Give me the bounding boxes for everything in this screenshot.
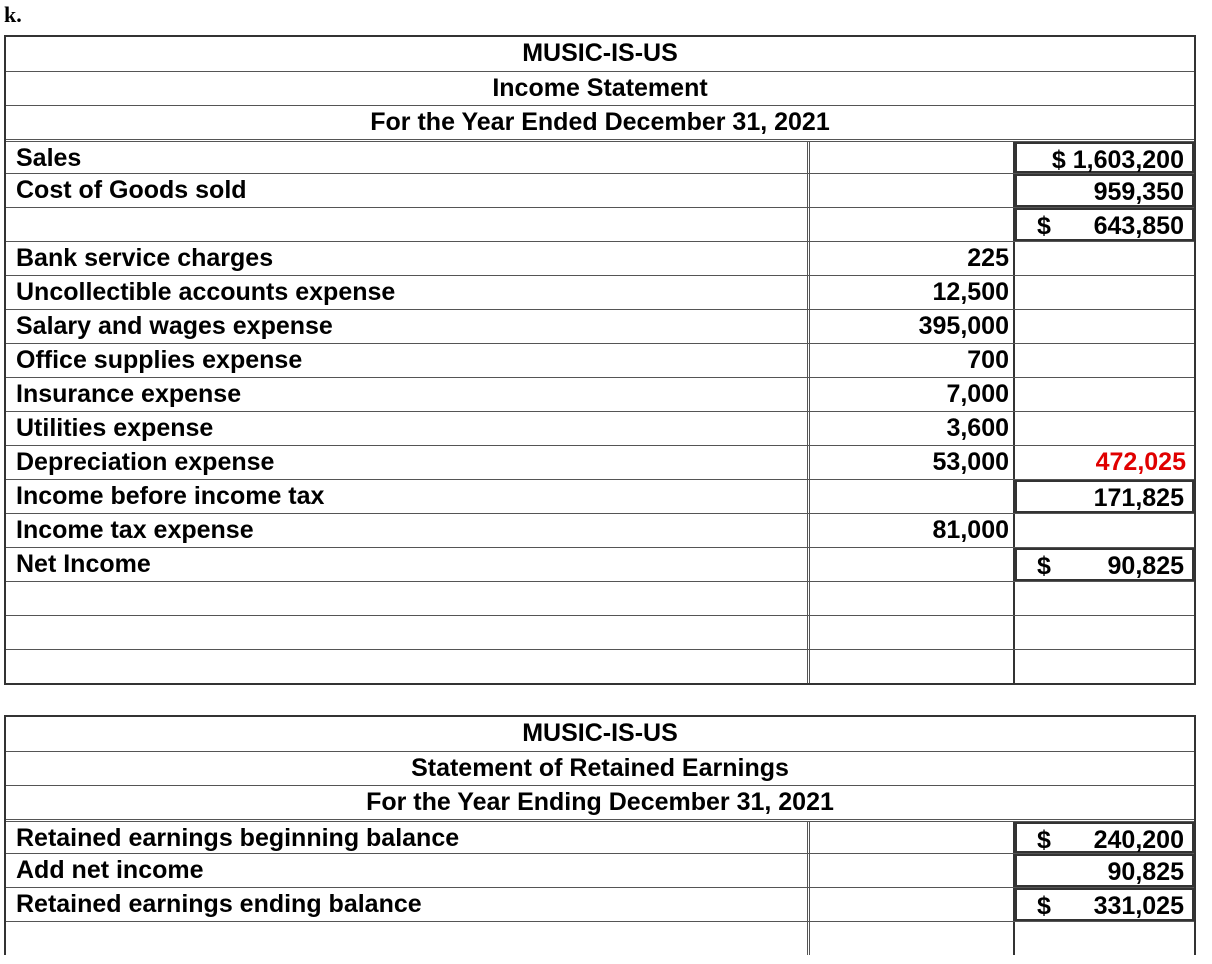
dollar-sign: $ [1037,892,1051,920]
total-amount [1015,922,1194,955]
total-amount [1015,514,1194,547]
expense-amount: 53,000 [807,446,1015,479]
statement-row [6,173,1194,207]
line-item-label: Retained earnings beginning balance [16,824,460,852]
total-amount [1015,412,1194,445]
statement-row [6,615,1194,649]
company-row [6,717,1194,751]
total-amount [1015,582,1194,615]
expense-amount: 700 [807,344,1015,377]
expense-amount [807,548,1015,581]
total-amount [1015,276,1194,309]
total-amount [1015,310,1194,343]
expense-amount [807,822,1015,853]
expense-amount [807,922,1015,955]
total-amount [1015,446,1194,479]
amount-value: 331,025 [1093,892,1184,920]
statement-row [6,411,1194,445]
company-name: MUSIC-IS-US [522,39,678,67]
title-row [6,751,1194,785]
statement-row [6,479,1194,513]
expense-amount [807,888,1015,921]
expense-amount: 225 [807,242,1015,275]
statement-row [6,649,1194,683]
statement-row [6,343,1194,377]
total-amount [1015,242,1194,275]
line-item-label: Sales [16,144,82,172]
total-amount [1015,378,1194,411]
statement-row [6,207,1194,241]
statement-period: For the Year Ending December 31, 2021 [366,788,834,816]
expense-amount [807,142,1015,173]
statement-row [6,853,1194,887]
line-item-label [16,616,806,649]
expense-amount [807,616,1015,649]
expense-amount [807,650,1015,683]
line-item-label: Office supplies expense [16,346,303,374]
total-amount [1015,616,1194,649]
total-amount [1015,142,1194,173]
expense-amount [807,582,1015,615]
company-name: MUSIC-IS-US [522,719,678,747]
expense-amount: 12,500 [807,276,1015,309]
expense-amount: 81,000 [807,514,1015,547]
company-row [6,37,1194,71]
section-label: k. [4,2,22,27]
statement-row [6,581,1194,615]
line-item-label: Add net income [16,856,204,884]
line-item-label: Insurance expense [16,380,242,408]
amount-value: 472,025 [1095,448,1186,476]
line-item-label: Utilities expense [16,414,214,442]
total-amount [1015,650,1194,683]
period-row [6,785,1194,819]
statement-row [6,547,1194,581]
line-item-label [16,208,806,241]
expense-amount: 395,000 [807,310,1015,343]
line-item-label [16,922,806,955]
total-amount [1015,854,1194,887]
total-amount [1015,548,1194,581]
statement-row [6,921,1194,955]
amount-value: 959,350 [1093,178,1184,206]
total-amount [1015,344,1194,377]
total-amount [1015,888,1194,921]
line-item-label [16,650,806,683]
line-item-label: Cost of Goods sold [16,176,247,204]
statement-row [6,241,1194,275]
line-item-label: Retained earnings ending balance [16,890,422,918]
statement-title: Statement of Retained Earnings [411,754,789,782]
statement-row [6,377,1194,411]
period-row [6,105,1194,139]
line-item-label: Uncollectible accounts expense [16,278,396,306]
expense-amount: 7,000 [807,378,1015,411]
title-row [6,71,1194,105]
amount-value: $ 1,603,200 [1051,146,1184,174]
dollar-sign: $ [1037,552,1051,580]
dollar-sign: $ [1037,212,1051,240]
amount-value: 90,825 [1107,858,1184,886]
line-item-label: Salary and wages expense [16,312,333,340]
line-item-label: Income before income tax [16,482,325,510]
amount-value: 240,200 [1093,826,1184,854]
amount-value: 171,825 [1093,484,1184,512]
line-item-label [16,582,806,615]
total-amount [1015,480,1194,513]
line-item-label: Income tax expense [16,516,254,544]
expense-amount [807,208,1015,241]
statement-title: Income Statement [492,74,708,102]
line-item-label: Net Income [16,550,151,578]
statement-row [6,139,1194,173]
statement-period: For the Year Ended December 31, 2021 [370,108,830,136]
amount-value: 643,850 [1093,212,1184,240]
statement-row [6,445,1194,479]
dollar-sign: $ [1037,826,1051,854]
expense-amount: 3,600 [807,412,1015,445]
statement-row [6,513,1194,547]
amount-value: 90,825 [1107,552,1184,580]
expense-amount [807,174,1015,207]
statement-row [6,275,1194,309]
total-amount [1015,174,1194,207]
line-item-label: Bank service charges [16,244,274,272]
expense-amount [807,854,1015,887]
retained-earnings-table [4,715,1196,955]
line-item-label: Depreciation expense [16,448,275,476]
total-amount [1015,208,1194,241]
statement-row [6,887,1194,921]
expense-amount [807,480,1015,513]
total-amount [1015,822,1194,853]
statement-row [6,309,1194,343]
income-statement-table [4,35,1196,685]
statement-row [6,819,1194,853]
